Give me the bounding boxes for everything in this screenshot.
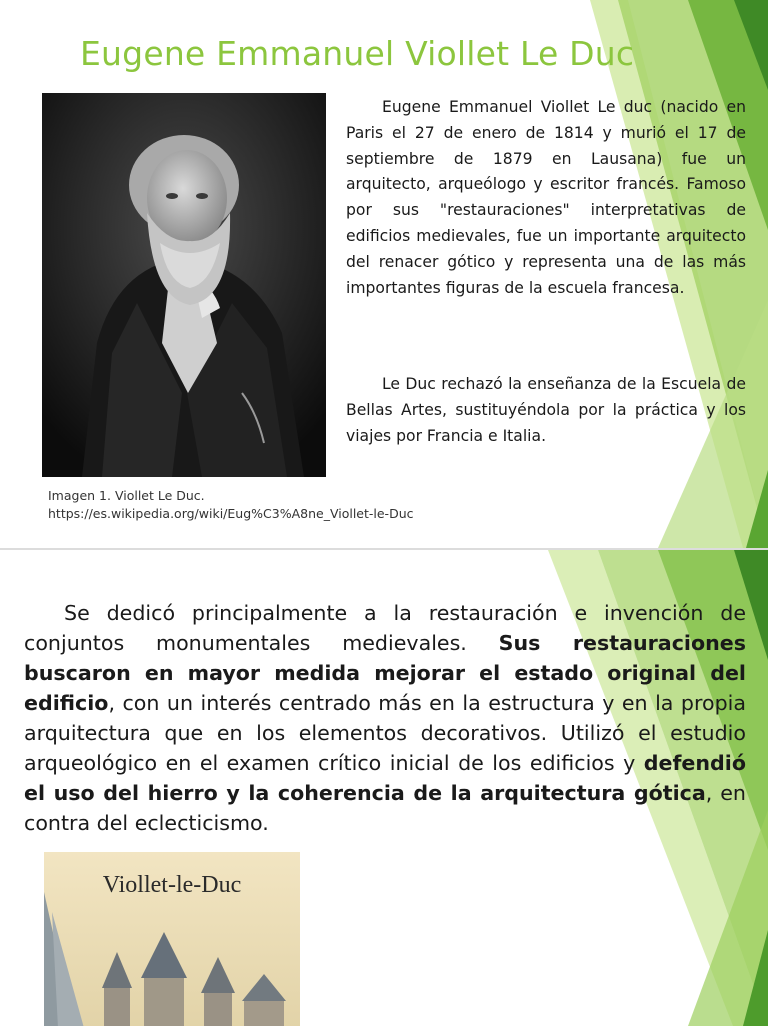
restoration-paragraph <box>24 598 746 838</box>
slide-title: Eugene Emmanuel Viollet Le Duc <box>80 34 635 73</box>
biography-paragraph: Eugene Emmanuel Viollet Le duc (nacido en Paris el 27 de enero de 1814 y murió el 17 de septiembre de 1879 en Lausana) fue un arquitecto, arqueólogo y escritor francés. Famoso por sus "restauraciones" interpretativas de edificios medievales, fue un importante arquitecto del renacer gótico y representa una de las más importantes figuras de la escuela francesa. <box>346 98 746 297</box>
slide-2 <box>0 548 768 1026</box>
image-caption <box>48 487 414 523</box>
caption-title: Imagen 1. Viollet Le Duc. <box>48 488 205 503</box>
text-segment-5: , en contra del eclecticismo. <box>24 781 746 835</box>
portrait-photo <box>42 93 326 477</box>
text-segment-1: Se dedicó principalmente a la restauración e invención de conjuntos monumentales medievales. <box>24 601 746 655</box>
book-cover-image <box>44 852 300 1026</box>
text-segment-2-bold: Sus restauraciones buscaron en mayor medida mejorar el estado original del edificio <box>24 631 746 715</box>
book-cover-title: Viollet-le-Duc <box>102 872 242 898</box>
text-segment-3: , con un interés centrado más en la estructura y en la propia arquitectura que en los elementos decorativos. Utilizó el estudio arqueológico en el examen crítico inicial de los edificios y <box>24 691 746 775</box>
education-paragraph: Le Duc rechazó la enseñanza de la Escuela de Bellas Artes, sustituyéndola por la práctica y los viajes por Francia e Italia. <box>346 375 746 445</box>
caption-url: https://es.wikipedia.org/wiki/Eug%C3%A8ne_Viollet-le-Duc <box>48 506 414 521</box>
text-segment-4-bold: defendió el uso del hierro y la coherencia de la arquitectura gótica <box>24 751 746 805</box>
